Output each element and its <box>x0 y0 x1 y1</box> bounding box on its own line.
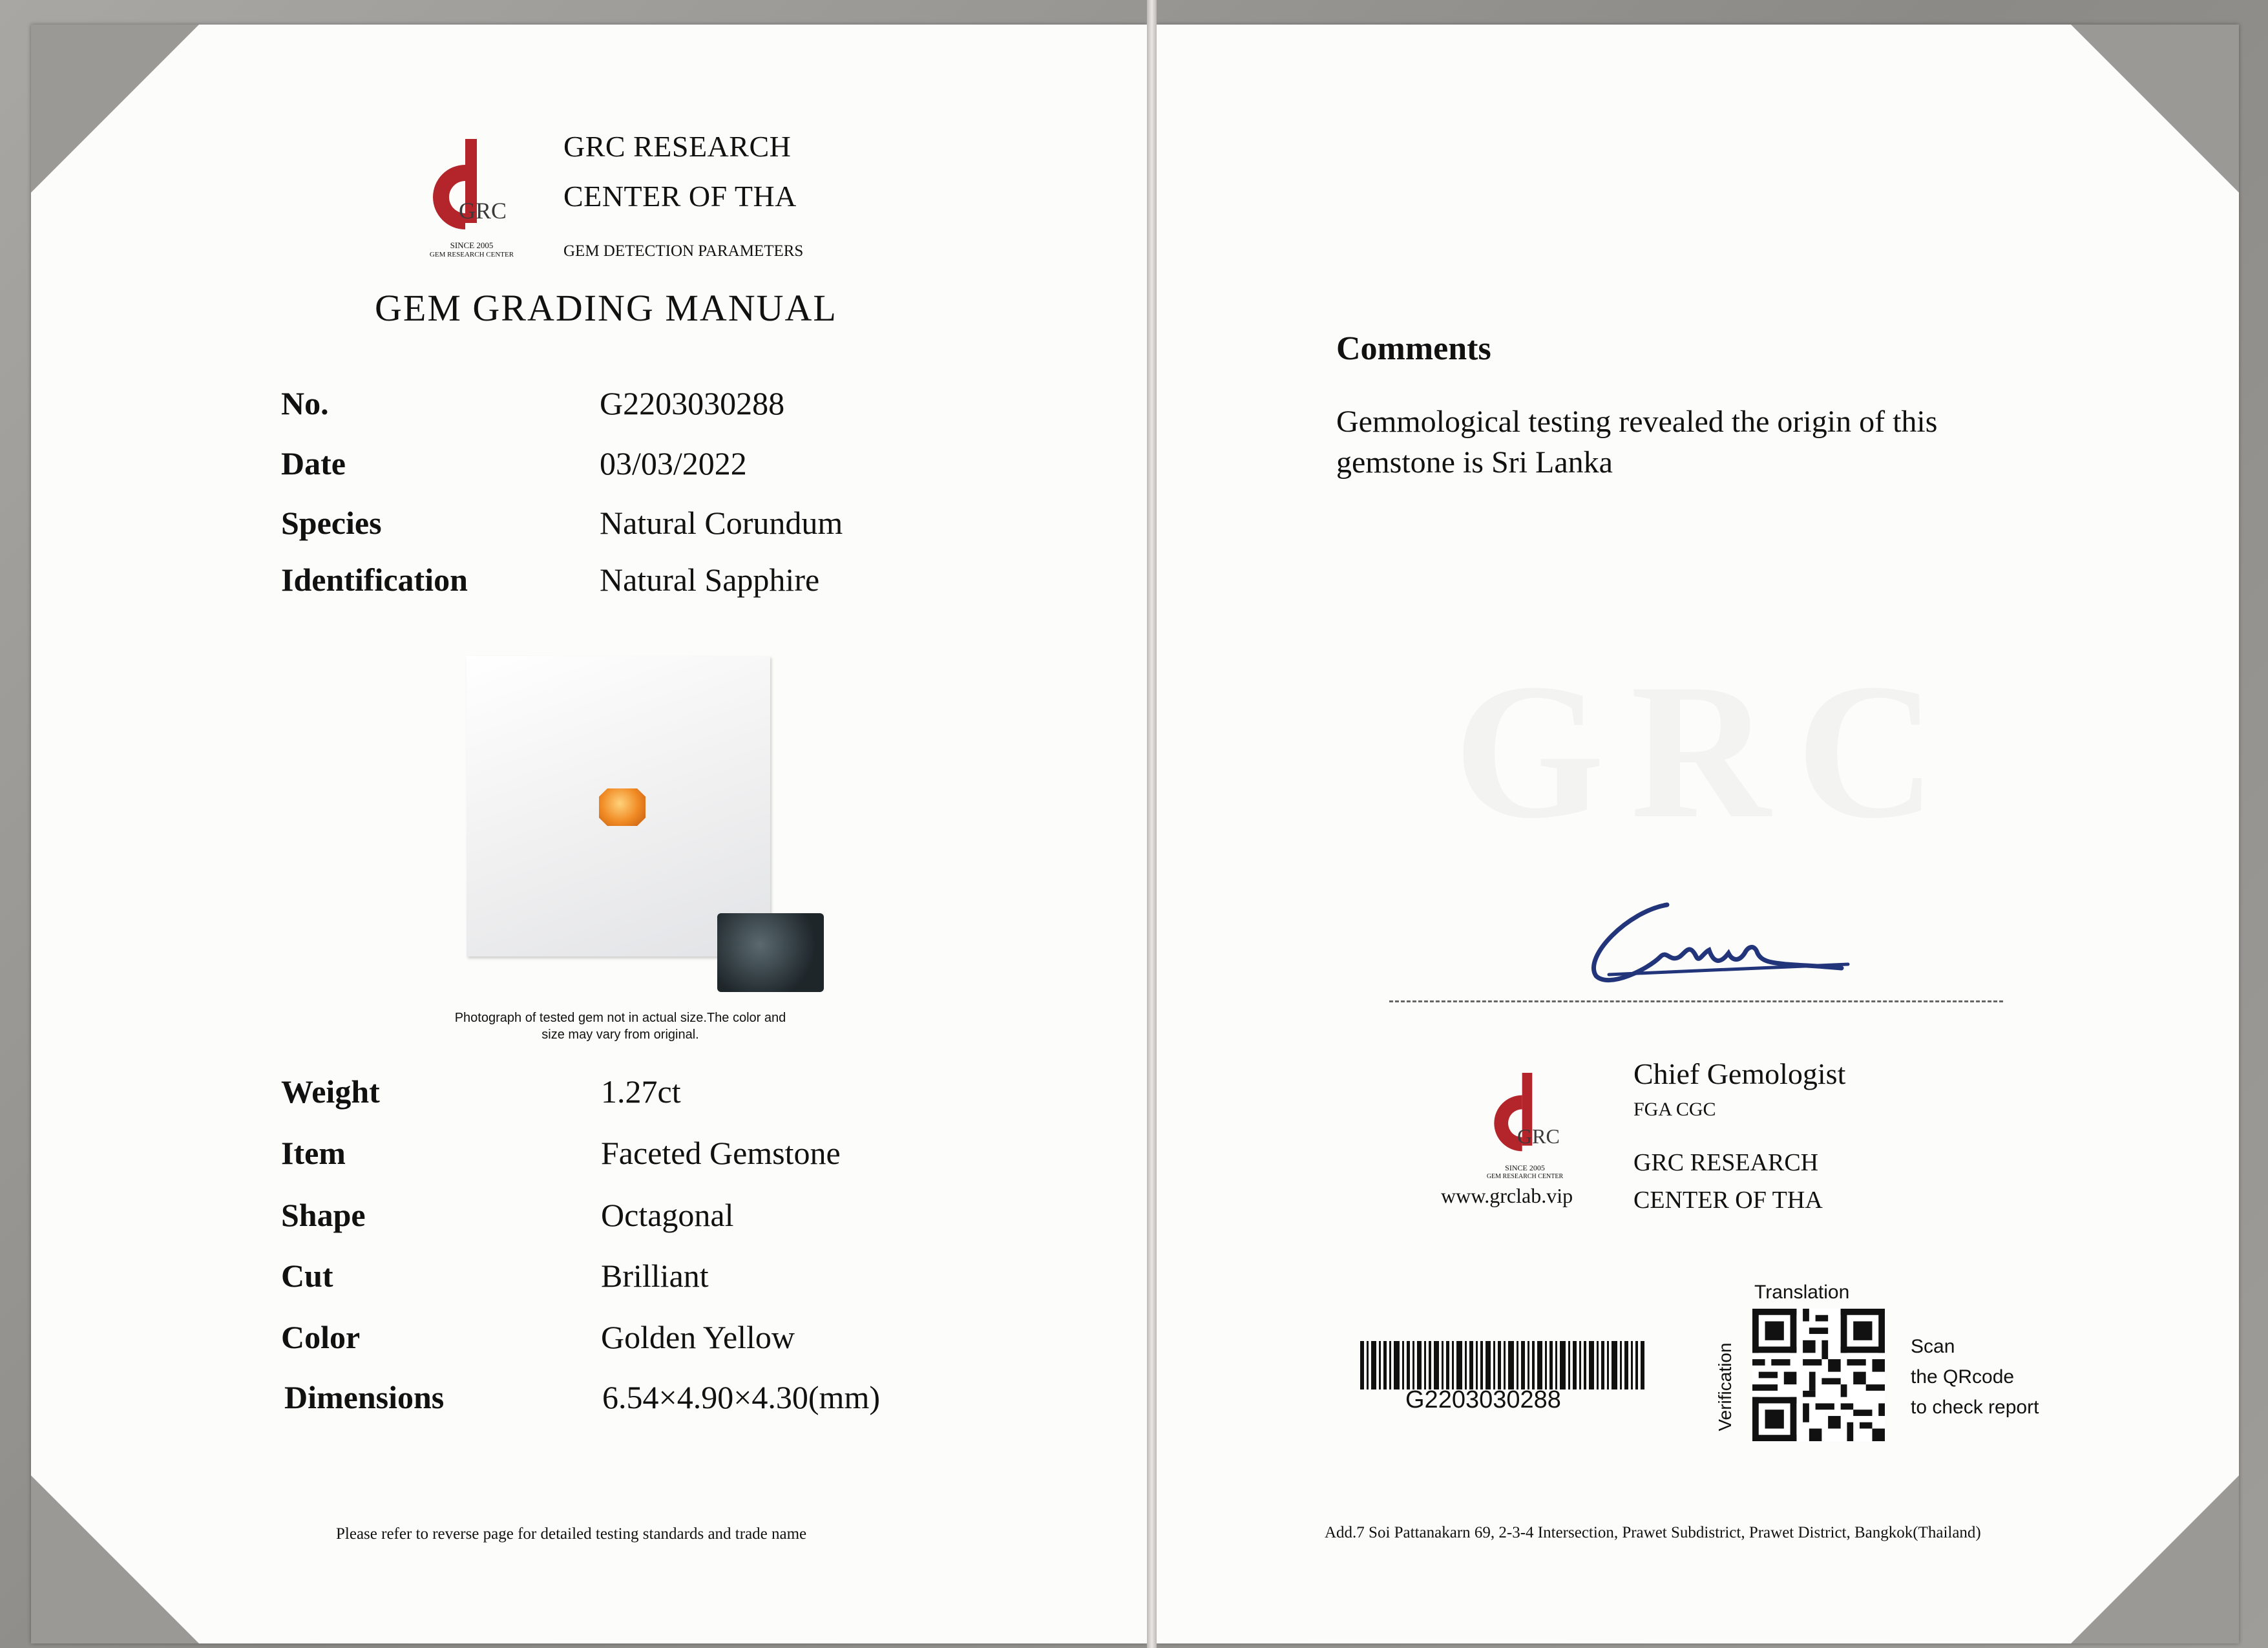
field-label-cut: Cut <box>281 1258 333 1294</box>
comments-line-1: Gemmological testing revealed the origin of this <box>1336 405 1938 439</box>
signer-credentials: FGA CGC <box>1633 1099 1716 1120</box>
website-link[interactable]: www.grclab.vip <box>1441 1184 1573 1207</box>
comments-heading: Comments <box>1336 330 1491 367</box>
gemstone-image <box>599 788 646 826</box>
barcode-number: G2203030288 <box>1405 1386 1561 1413</box>
comments-line-2: gemstone is Sri Lanka <box>1336 445 1613 480</box>
watermark-grc <box>1454 640 1962 863</box>
logo-since: SINCE 2005 <box>1505 1163 1545 1172</box>
corner-tab <box>2071 1475 2239 1643</box>
field-label-dimensions: Dimensions <box>284 1379 445 1415</box>
field-value-weight: 1.27ct <box>601 1073 681 1110</box>
field-value-item: Faceted Gemstone <box>601 1135 841 1171</box>
hologram-sticker <box>717 913 824 992</box>
photo-caption <box>388 1009 853 1043</box>
scan-instructions <box>1911 1331 2039 1422</box>
barcode-image <box>1360 1341 1644 1389</box>
field-label-no: No. <box>281 385 329 421</box>
field-value-identification: Natural Sapphire <box>600 562 820 598</box>
corner-tab <box>31 1475 199 1643</box>
field-label-weight: Weight <box>281 1073 380 1110</box>
field-value-shape: Octagonal <box>601 1197 734 1233</box>
corner-tab <box>31 25 199 193</box>
corner-tab <box>2071 25 2239 193</box>
scan-line-2: the QRcode <box>1911 1366 2015 1388</box>
signature-line <box>1389 1000 2003 1002</box>
brand-line-1: GRC RESEARCH <box>563 130 792 163</box>
qr-top-label: Translation <box>1754 1282 1850 1303</box>
brand-line-3: GEM DETECTION PARAMETERS <box>563 242 804 260</box>
logo-text: GRC <box>1517 1125 1560 1148</box>
field-value-no: G2203030288 <box>600 385 785 421</box>
field-label-identification: Identification <box>281 562 468 598</box>
logo-text: GRC <box>459 198 507 224</box>
page-title: GEM GRADING MANUAL <box>375 287 837 329</box>
logo-since: SINCE 2005 <box>450 240 494 250</box>
field-label-color: Color <box>281 1319 361 1355</box>
scan-line-3: to check report <box>1911 1397 2039 1418</box>
page-gutter <box>1147 0 1157 1648</box>
field-value-species: Natural Corundum <box>600 505 843 541</box>
org-line-2: CENTER OF THA <box>1633 1187 1823 1214</box>
address-footer: Add.7 Soi Pattanakarn 69, 2-3-4 Intersection, Prawet Subdistrict, Prawet District, Bangkok(Thailand) <box>1325 1524 1981 1541</box>
signature-image <box>1570 892 1854 989</box>
qr-side-label: Verification <box>1715 1342 1735 1431</box>
gem-photo <box>467 656 770 956</box>
logo-sub: GEM RESEARCH CENTER <box>1486 1173 1564 1180</box>
field-label-date: Date <box>281 445 346 481</box>
scan-line-1: Scan <box>1911 1336 1955 1357</box>
field-value-dimensions: 6.54×4.90×4.30(mm) <box>602 1379 880 1415</box>
field-label-item: Item <box>281 1135 346 1171</box>
left-footer: Please refer to reverse page for detailed testing standards and trade name <box>336 1525 807 1543</box>
org-line-1: GRC RESEARCH <box>1633 1149 1819 1176</box>
photo-caption-line-2: size may vary from original. <box>541 1028 699 1042</box>
photo-caption-line-1: Photograph of tested gem not in actual size.The color and <box>454 1011 786 1025</box>
field-value-date: 03/03/2022 <box>600 445 747 481</box>
field-value-cut: Brilliant <box>601 1258 709 1294</box>
field-label-shape: Shape <box>281 1197 366 1233</box>
brand-line-2: CENTER OF THA <box>563 180 797 213</box>
field-label-species: Species <box>281 505 382 541</box>
field-value-color: Golden Yellow <box>601 1319 795 1355</box>
signer-title: Chief Gemologist <box>1633 1057 1846 1090</box>
logo-sub: GEM RESEARCH CENTER <box>429 251 514 259</box>
qr-code-icon[interactable] <box>1752 1309 1885 1441</box>
